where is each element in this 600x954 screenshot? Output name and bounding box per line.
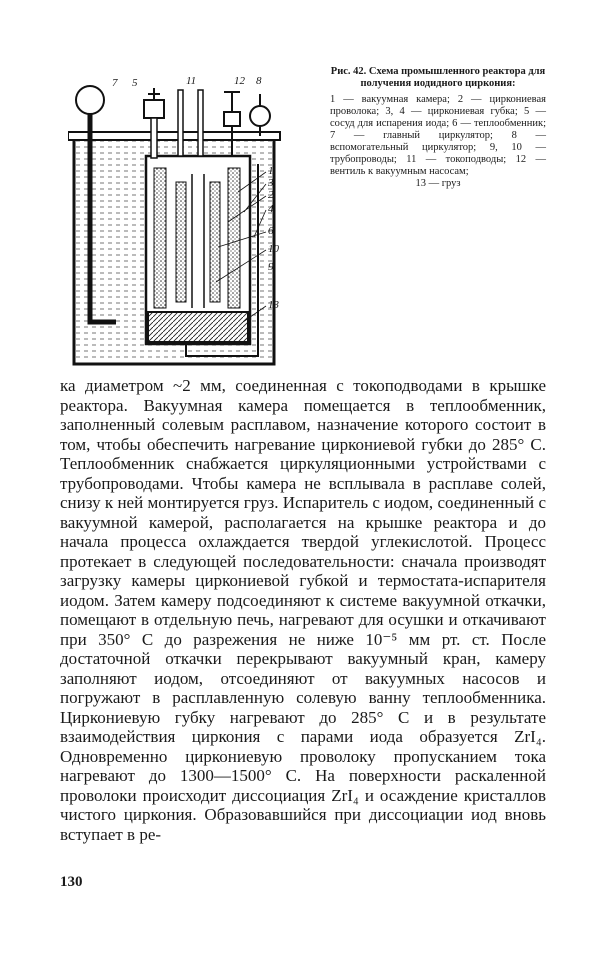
caption-title: Рис. 42. Схема промышленного реактора для получения иодидного циркония:: [330, 66, 546, 89]
label-10: 10: [268, 243, 279, 255]
zirconium-sponge-inner-right: [210, 182, 220, 302]
label-9: 9: [268, 261, 274, 273]
label-2: 2: [268, 189, 274, 201]
zirconium-sponge-left: [154, 168, 166, 308]
auxiliary-circulator: [250, 106, 270, 126]
label-12: 12: [234, 75, 245, 87]
label-7: 7: [112, 77, 118, 89]
vacuum-valve: [224, 112, 240, 126]
label-1: 1: [268, 165, 274, 177]
caption-legend-text: 1 — вакуумная камера; 2 — циркониевая проволока; 3, 4 — циркониевая губка; 5 — сосуд для испарения иода; 6 — теплообменник; 7 — главный циркулятор; 8 — вспомогательный циркулятор; 9, 10 — трубопроводы; 11 — токоподводы; 12 — вентиль к вакуумным насосам;: [330, 94, 546, 177]
zirconium-sponge-inner-left: [176, 182, 186, 302]
reactor-figure: [68, 72, 330, 372]
iodine-vessel-stem: [151, 118, 157, 158]
current-lead-right: [198, 90, 203, 156]
label-11: 11: [186, 75, 197, 87]
body-paragraph: ка диаметром ~2 мм, соединенная с токоподводами в крышке реактора. Вакуумная камера помещается в теплообменник, заполненный солевым расплавом, назначение которого состоит в том, чтобы обеспечить нагревание циркониевой губки до 285° С. Теплообменник снабжается циркуляционными устройствами с трубопроводами. Чтобы камера не всплывала в расплаве солей, снизу к ней монтируется груз. Испаритель с иодом, соединенный с вакуумной камерой, располагается на крышке реактора и до начала процесса охлаждается твердой углекислотой. Процесс протекает в следующей последовательности: сначала производят загрузку камеры циркониевой губкой и термостата-испарителя иодом. Затем камеру подсоединяют к системе вакуумной откачки, помещают в отдельную печь, нагревают для осушки и откачивают при 350° С до разрежения не ниже 10⁻⁵ мм рт. ст. После достаточной откачки перекрывают вакуумный кран, камеру заполняют иодом, отсоединяют от вакуумных насосов и погружают в расплавленную солевую ванну теплообменника. Циркониевую губку нагревают до 285° С и в результате взаимодействия циркония с парами иода образуется ZrI₄. Одновременно циркониевую проволоку пропусканием тока нагревают до 1300—1500° С. На поверхности раскаленной проволоки происходит диссоциация ZrI₄ и осаждение кристаллов чистого циркония. Образовавшийся при диссоциации иод вновь вступает в ре-: [60, 376, 546, 844]
current-lead-left: [178, 90, 183, 156]
caption-legend-last: 13 — груз: [415, 178, 461, 189]
label-13: 13: [268, 299, 279, 311]
label-8: 8: [256, 75, 262, 87]
page-number: 130: [60, 874, 83, 890]
zirconium-sponge-right: [228, 168, 240, 308]
weight: [148, 312, 248, 342]
reactor-diagram: [68, 72, 330, 372]
label-5: 5: [132, 77, 138, 89]
label-3: 3: [268, 177, 274, 189]
iodine-vessel: [144, 100, 164, 118]
reactor-lid: [68, 132, 280, 140]
body-text: [60, 376, 546, 844]
label-6: 6: [268, 225, 274, 237]
main-circulator: [76, 86, 104, 114]
label-4: 4: [268, 203, 274, 215]
figure-caption: [330, 66, 546, 190]
caption-legend: [330, 94, 546, 190]
